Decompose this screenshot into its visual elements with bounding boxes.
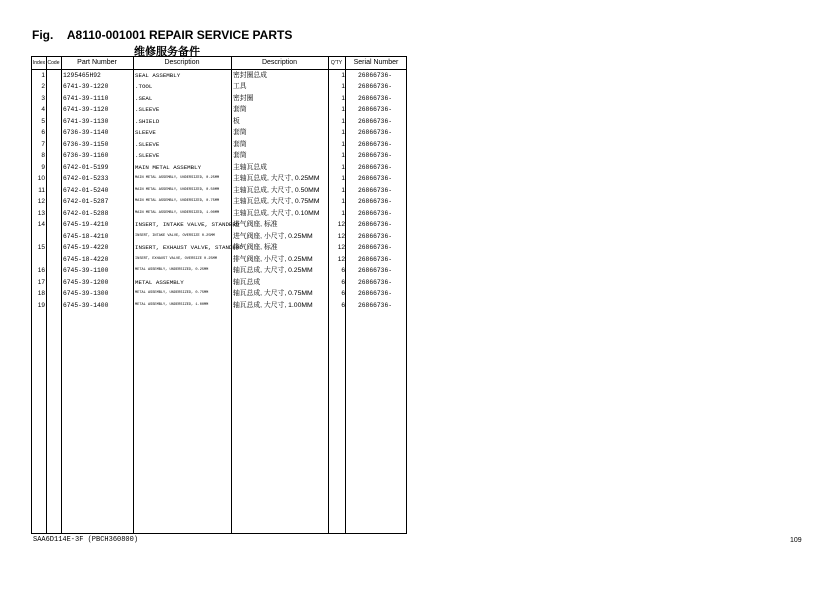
quantity: 1 [341,83,345,90]
part-number: 6742-01-5233 [63,175,109,182]
quantity: 1 [341,175,345,182]
quantity: 1 [341,209,345,217]
part-number: 6745-39-1300 [63,290,109,297]
table-row [32,265,406,277]
row-index: 10 [37,175,45,182]
part-number: 6742-01-5287 [63,198,109,205]
page-subtitle: 维修服务备件 [134,46,200,58]
row-index: 1 [41,71,45,79]
table-row [32,70,406,82]
description: MAIN METAL ASSEMBLY, UNDERSIZED, 0.25MM [135,176,220,180]
quantity: 12 [337,221,345,228]
table-row [32,231,406,243]
serial-number: 26866736- [358,117,393,125]
table-row [32,196,406,208]
fig-label: Fig. [32,28,54,42]
serial-number: 26866736- [358,83,393,90]
description-cn: 轴瓦总成, 大尺寸, 0.25MM [233,267,313,274]
header-code: Code [47,60,60,66]
header-qty: Q'TY [330,60,343,66]
serial-number: 26866736- [358,278,393,286]
row-index: 15 [37,244,45,251]
quantity: 6 [341,278,345,286]
description: SEAL ASSEMBLY [135,71,181,79]
description-cn: 进气阀座, 标准 [233,221,278,228]
part-number: 6742-01-5288 [63,209,109,217]
serial-number: 26866736- [358,71,393,79]
part-number: 6745-18-4220 [63,255,109,263]
header-serial: Serial Number [353,59,399,66]
row-index: 2 [41,83,45,90]
description-cn: 轴瓦总成 [233,278,261,286]
page-number: 109 [790,537,802,544]
serial-number: 26866736- [358,232,393,240]
serial-number: 26866736- [358,140,393,148]
serial-number: 26866736- [358,129,393,136]
quantity: 1 [341,106,345,113]
table-row [32,162,406,174]
table-row [32,208,406,220]
row-index: 3 [41,94,45,102]
description-cn: 排气阀座, 标准 [233,244,278,251]
serial-number: 26866736- [358,198,393,205]
serial-number: 26866736- [358,290,393,297]
description-cn: 轴瓦总成, 大尺寸, 1.00MM [233,301,313,309]
part-number: 6741-39-1220 [63,83,109,90]
quantity: 1 [341,94,345,102]
description-cn: 套筒 [233,152,247,159]
row-index: 9 [41,163,45,171]
serial-number: 26866736- [358,244,393,251]
part-number: 6745-19-4210 [63,221,109,228]
quantity: 6 [341,290,345,297]
table-row [32,300,406,312]
description-cn: 主轴瓦总成, 大尺寸, 0.10MM [233,209,320,217]
quantity: 1 [341,152,345,159]
description-cn: 主轴瓦总成 [233,163,267,171]
description: SLEEVE [135,129,156,136]
quantity: 12 [337,255,345,263]
table-row [32,81,406,93]
table-row [32,185,406,197]
table-row [32,254,406,266]
table-row [32,150,406,162]
part-number: 6745-39-1200 [63,278,109,286]
footer-doc-code: SAA6D114E-3F (PBCH360800) [33,536,139,544]
quantity: 1 [341,129,345,136]
header-index: Index [32,60,46,66]
serial-number: 26866736- [358,106,393,113]
description-cn: 套筒 [233,140,247,148]
quantity: 1 [341,140,345,148]
header-part-number: Part Number [77,59,117,66]
description-cn: 工具 [233,83,247,90]
part-number: 6741-39-1130 [63,117,109,125]
quantity: 1 [341,117,345,125]
table-row [32,219,406,231]
part-number: 6742-01-5199 [63,163,109,171]
description: MAIN METAL ASSEMBLY, UNDERSIZED, 0.75MM [135,199,220,203]
description: INSERT, EXHAUST VALVE, OVERSIZE 0.25MM [135,256,217,261]
description: MAIN METAL ASSEMBLY, UNDERSIZED, 0.50MM [135,187,220,192]
quantity: 1 [341,71,345,79]
quantity: 6 [341,267,345,274]
description: INSERT, INTAKE VALVE, OVERSIZE 0.25MM [135,233,215,238]
serial-number: 26866736- [358,255,393,263]
row-index: 11 [38,186,45,194]
serial-number: 26866736- [358,163,393,171]
part-number: 6736-39-1150 [63,140,109,148]
row-index: 5 [41,117,45,125]
table-header [32,57,406,70]
description-cn: 板 [233,117,240,125]
serial-number: 26866736- [358,209,393,217]
part-number: 6742-01-5240 [63,186,109,194]
parts-table [31,56,407,534]
row-index: 4 [41,106,45,113]
quantity: 1 [341,186,345,194]
quantity: 1 [341,198,345,205]
table-row [32,173,406,185]
serial-number: 26866736- [358,94,393,102]
serial-number: 26866736- [358,301,393,309]
quantity: 12 [337,232,345,240]
serial-number: 26866736- [358,186,393,194]
description-cn: 密封圈总成 [233,71,267,79]
table-row [32,288,406,300]
part-number: 6741-39-1110 [63,94,109,102]
serial-number: 26866736- [358,175,393,182]
description: METAL ASSEMBLY, UNDERSIZED, 0.75MM [135,291,209,295]
serial-number: 26866736- [358,267,393,274]
table-row [32,277,406,289]
row-index: 12 [37,198,45,205]
part-number: 6745-18-4210 [63,232,109,240]
description: METAL ASSEMBLY, UNDERSIZED, 1.00MM [135,302,209,307]
table-row [32,242,406,254]
header-description: Description [164,59,200,66]
part-number: 1295465H92 [63,71,101,79]
description: .SLEEVE [135,106,160,113]
table-row [32,139,406,151]
row-index: 17 [37,278,45,286]
description: INSERT, EXHAUST VALVE, STANDERD [135,244,243,251]
description: .TOOL [135,83,153,90]
row-index: 7 [41,140,45,148]
row-index: 8 [41,152,45,159]
description: MAIN METAL ASSEMBLY [135,163,202,171]
quantity: 12 [337,244,345,251]
description-cn: 套筒 [233,106,247,113]
part-number: 6736-39-1140 [63,129,109,136]
description: .SLEEVE [135,152,160,159]
serial-number: 26866736- [358,152,393,159]
description-cn: 轴瓦总成, 大尺寸, 0.75MM [233,290,313,297]
description: INSERT, INTAKE VALVE, STANDERD [135,221,240,228]
table-row [32,104,406,116]
description-cn: 进气阀座, 小尺寸, 0.25MM [233,232,313,240]
table-row [32,116,406,128]
part-number: 6741-39-1120 [63,106,109,113]
description-cn: 套筒 [233,129,247,136]
description-cn: 排气阀座, 小尺寸, 0.25MM [233,255,313,263]
row-index: 19 [37,301,45,309]
row-index: 13 [37,209,45,217]
row-index: 6 [41,129,45,136]
description: .SHIELD [135,117,160,125]
serial-number: 26866736- [358,221,393,228]
description-cn: 密封圈 [233,94,254,102]
description-cn: 主轴瓦总成, 大尺寸, 0.25MM [233,175,320,182]
table-row [32,127,406,139]
description-cn: 主轴瓦总成, 大尺寸, 0.50MM [233,186,320,194]
table-row [32,93,406,105]
row-index: 18 [37,290,45,297]
part-number: 6745-19-4220 [63,244,109,251]
description: .SLEEVE [135,140,160,148]
description-cn: 主轴瓦总成, 大尺寸, 0.75MM [233,198,320,205]
part-number: 6745-39-1100 [63,267,109,274]
description: METAL ASSEMBLY, UNDERSIZED, 0.25MM [135,268,209,272]
part-number: 6745-39-1400 [63,301,109,309]
description: .SEAL [135,94,153,102]
title-text: A8110-001001 REPAIR SERVICE PARTS [66,28,293,42]
page-title [32,28,292,42]
description: MAIN METAL ASSEMBLY, UNDERSIZED, 1.00MM [135,210,220,215]
description: METAL ASSEMBLY [135,278,184,286]
header-description-cn: Description [261,59,297,66]
row-index: 16 [37,267,45,274]
quantity: 6 [341,301,345,309]
row-index: 14 [37,221,45,228]
part-number: 6736-39-1160 [63,152,109,159]
quantity: 1 [341,163,345,171]
